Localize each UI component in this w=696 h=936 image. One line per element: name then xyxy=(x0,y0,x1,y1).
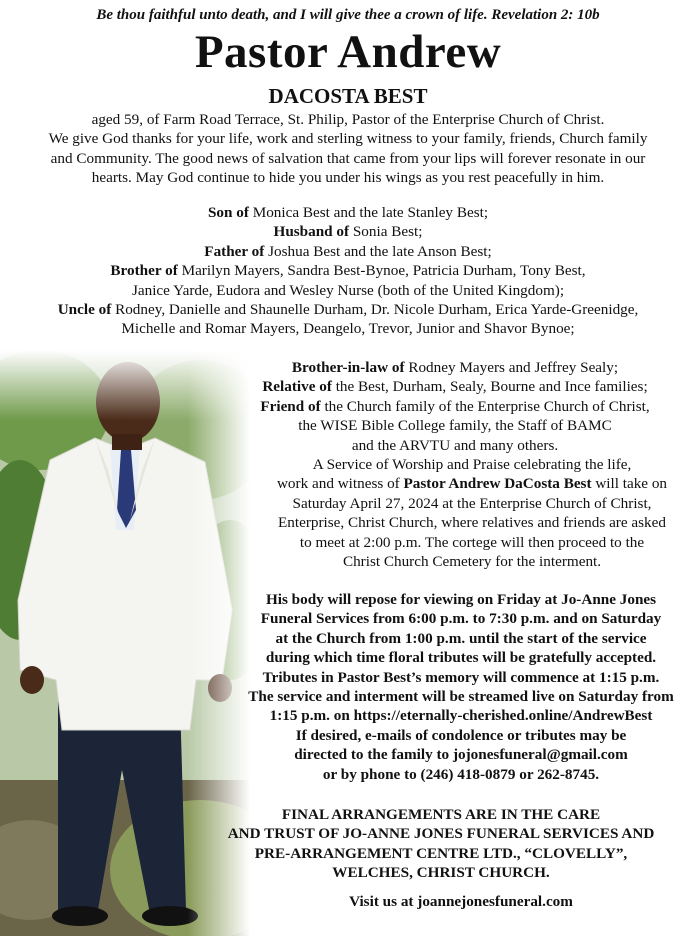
relation-label: Father of xyxy=(204,242,265,260)
relation-text: Michelle and Romar Mayers, Deangelo, Trevor, Junior and Shavor Bynoe; xyxy=(121,320,575,338)
scripture-verse: Be thou faithful unto death, and I will give thee a crown of life. Revelation 2: 10b xyxy=(96,7,600,23)
relation-label: Relative of xyxy=(262,378,332,396)
relation-text: Rodney Mayers and Jeffrey Sealy; xyxy=(404,359,619,376)
relation-line xyxy=(8,300,688,319)
arrangement-line: AND TRUST OF JO-ANNE JONES FUNERAL SERVICES AND xyxy=(227,825,655,843)
extended-relations xyxy=(222,358,688,455)
viewing-details xyxy=(226,590,696,784)
intro-paragraph xyxy=(8,110,688,188)
relation-line xyxy=(222,416,688,435)
intro-line: We give God thanks for your life, work and sterling witness to your family, friends, Church family xyxy=(48,130,648,148)
service-text: work and witness of xyxy=(276,475,404,493)
relation-line xyxy=(8,203,688,222)
intro-line: and Community. The good news of salvation that came from your lips will forever resonate in our xyxy=(50,149,646,167)
arrangement-line: PRE-ARRANGEMENT CENTRE LTD., “CLOVELLY”, xyxy=(254,844,628,862)
relation-text: Monica Best and the late Stanley Best; xyxy=(248,204,489,221)
final-arrangements xyxy=(186,805,696,883)
relation-text: Joshua Best and the late Anson Best; xyxy=(264,242,492,260)
relation-text: and the ARVTU and many others. xyxy=(351,436,559,454)
service-details xyxy=(248,455,696,571)
service-line: Christ Church Cemetery for the interment. xyxy=(342,553,602,571)
relation-line xyxy=(222,377,688,396)
relation-line xyxy=(8,281,688,300)
service-line: to meet at 2:00 p.m. The cortege will then proceed to the xyxy=(299,533,645,551)
relation-text: the Church family of the Enterprise Church of Christ, xyxy=(320,397,650,415)
relation-label: Brother-in-law of xyxy=(291,359,405,376)
relation-text: the WISE Bible College family, the Staff of BAMC xyxy=(298,417,612,435)
service-line xyxy=(248,474,696,493)
relation-label: Brother of xyxy=(110,262,178,280)
service-text: will take on xyxy=(591,475,668,493)
relation-label: Uncle of xyxy=(57,301,112,319)
relation-text: Janice Yarde, Eudora and Wesley Nurse (both of the United Kingdom); xyxy=(131,281,565,299)
relation-label: Friend of xyxy=(260,397,321,415)
arrangement-line: WELCHES, CHRIST CHURCH. xyxy=(332,864,550,882)
relation-label: Husband of xyxy=(273,223,350,241)
viewing-line: His body will repose for viewing on Friday at Jo-Anne Jones xyxy=(265,591,657,608)
viewing-line: at the Church from 1:00 p.m. until the start of the service xyxy=(275,629,647,647)
service-line: A Service of Worship and Praise celebrating the life, xyxy=(312,456,632,473)
relation-text: Rodney, Danielle and Shaunelle Durham, Dr. Nicole Durham, Erica Yarde-Greenidge, xyxy=(111,301,639,319)
relation-line xyxy=(8,222,688,241)
service-line: Enterprise, Christ Church, where relatives and friends are asked xyxy=(278,514,666,532)
stream-link-line[interactable]: 1:15 p.m. on https://eternally-cherished.online/AndrewBest xyxy=(269,707,653,725)
family-relations xyxy=(8,203,688,339)
arrangement-line: FINAL ARRANGEMENTS ARE IN THE CARE xyxy=(281,806,601,823)
deceased-surname: DACOSTA BEST xyxy=(268,84,428,108)
relation-line xyxy=(8,261,688,280)
relation-text: Sonia Best; xyxy=(349,223,423,241)
relation-line xyxy=(222,358,688,377)
relation-line xyxy=(8,319,688,338)
deceased-name: Pastor Andrew xyxy=(194,26,502,78)
service-line: Saturday April 27, 2024 at the Enterprise Church of Christ, xyxy=(292,494,652,512)
viewing-line: during which time floral tributes will be gratefully accepted. xyxy=(265,649,657,667)
phone-line: or by phone to (246) 418-0879 or 262-8745. xyxy=(322,765,600,783)
email-line[interactable]: directed to the family to jojonesfuneral@gmail.com xyxy=(294,746,628,764)
relation-line xyxy=(222,436,688,455)
intro-line: aged 59, of Farm Road Terrace, St. Philip, Pastor of the Enterprise Church of Christ. xyxy=(91,111,605,128)
relation-label: Son of xyxy=(207,204,249,221)
relation-text: Marilyn Mayers, Sandra Best-Bynoe, Patricia Durham, Tony Best, xyxy=(177,262,586,280)
intro-line: hearts. May God continue to hide you under his wings as you rest peacefully in him. xyxy=(91,169,605,187)
relation-line xyxy=(8,242,688,261)
website-link[interactable]: Visit us at joannejonesfuneral.com xyxy=(349,893,573,910)
viewing-line: If desired, e-mails of condolence or tributes may be xyxy=(295,726,627,744)
pastor-full-name: Pastor Andrew DaCosta Best xyxy=(403,475,592,493)
viewing-line: The service and interment will be streamed live on Saturday from xyxy=(248,688,674,706)
viewing-line: Funeral Services from 6:00 p.m. to 7:30 p.m. and on Saturday xyxy=(260,610,662,628)
viewing-line: Tributes in Pastor Best’s memory will commence at 1:15 p.m. xyxy=(262,668,660,686)
relation-line xyxy=(222,397,688,416)
relation-text: the Best, Durham, Sealy, Bourne and Ince families; xyxy=(331,378,648,396)
